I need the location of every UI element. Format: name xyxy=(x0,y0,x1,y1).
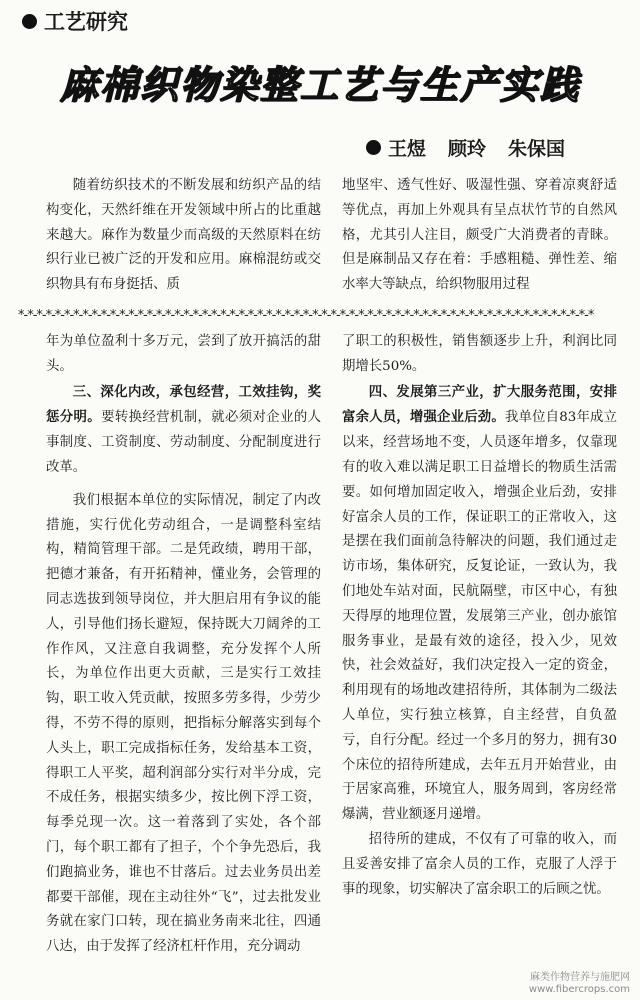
section-heading: 三、深化内改，承包经营，工效挂钩，奖惩分明。 xyxy=(46,383,321,426)
bullet-dot-icon xyxy=(22,14,37,29)
author-name: 顾玲 xyxy=(448,138,487,160)
author-name: 朱保国 xyxy=(508,138,566,160)
paragraph xyxy=(342,380,617,828)
author-name: 王煜 xyxy=(388,138,427,160)
author-line xyxy=(366,134,587,161)
paragraph: 随着纺织技术的不断发展和纺织产品的结构变化，天然纤维在开发领域中所占的比重越来越大。麻作为数量少而高级的天然原料在纺织行业已被广泛的开发和应用。麻棉混纺或交织物具有布身挺括、质 xyxy=(46,178,321,293)
watermark-url: www.fibercrops.com xyxy=(528,984,630,995)
body-column-right xyxy=(342,330,617,902)
paragraph-text: 我单位自83年成立以来，经营场地不变，人员逐年增多，仅靠现有的收入难以满足职工日益增长的物质生活需要。如何增加固定收入，增强企业后劲，安排好富余人员的工作，保证职工的正常收入，这是摆在我们面前急待解决的问题，我们通过走访市场，集体研究，反复论证，一致认为，我们地处车站对面，民航隔壁，市区中心，有独天得厚的地理位置，发展第三产业，创办旅馆服务事业，是最有效的途径，投入少，见效快，社会效益好，我们决定投入一定的资金，利用现有的场地改建招待所，其体制为二级法人单位，实行独立核算，自主经营，自负盈亏，自行分配。经过一个多月的努力，拥有30个床位的招待所建成，去年五月开始营业，由于居家高雅，环境宜人，服务周到，客房经常爆满，营业额逐月递增。 xyxy=(342,410,617,823)
paragraph-text: 要转换经营机制，就必须对企业的人事制度、工资制度、劳动制度、分配制度进行改革。 xyxy=(46,410,322,475)
paragraph: 了职工的积极性，销售额逐步上升，利润比同期增长50%。 xyxy=(342,334,617,374)
body-column-left xyxy=(46,330,321,960)
watermark xyxy=(529,972,630,996)
section-tag-label: 工艺研究 xyxy=(44,10,128,34)
section-heading: 四、发展第三产业，扩大服务范围，安排富余人员，增强企业后劲。 xyxy=(342,383,617,426)
intro-column-left xyxy=(46,174,321,298)
watermark-title: 麻类作物营养与施肥网 xyxy=(530,972,630,983)
section-header xyxy=(22,6,128,36)
intro-column-right xyxy=(342,174,617,298)
paragraph: 招待所的建成，不仅有了可靠的收入，而且妥善安排了富余人员的工作，克服了人浮于事的现象，切实解决了富余职工的后顾之忧。 xyxy=(342,831,617,897)
page-break-divider: *-*-*-*-*-*-*-*-*-*-*-*-*-*-*-*-*-*-*-*-*-*-*-*-*-*-*-*-*-*-*-*-*-*-*-*-*-*-*-*-*-*-*-*-*-*-*-*-*-*-*-*-*-*-*-*-*-*-*-*-*-*-* xyxy=(18,308,594,323)
paragraph: 年为单位盈利十多万元，尝到了放开搞活的甜头。 xyxy=(46,334,321,374)
paragraph: 地坚牢、透气性好、吸湿性强、穿着凉爽舒适等优点，再加上外观具有呈点状竹节的自然风格，尤其引人注目，颇受广大消费者的青睐。但是麻制品又存在着：手感粗糙、弹性差、缩水率大等缺点，给织物服用过程 xyxy=(342,178,617,293)
paragraph xyxy=(46,380,321,481)
paragraph: 我们根据本单位的实际情况，制定了内改措施，实行优化劳动组合，一是调整科室结构，精简管理干部。二是凭政绩，聘用干部，把德才兼备，有开拓精神，懂业务，会管理的同志选拔到领导岗位，并大胆启用有争议的能人，引导他们扬长避短，保持既大刀阔斧的工作作风，又注意自我调整，充分发挥个人所长，为单位作出更大贡献，三是实行工效挂钩，职工收入凭贡献，按照多劳多得，少劳少得，不劳不得的原则，把指标分解落实到每个人头上，职工完成指标任务，发给基本工资，得职工人平奖，超利润部分实行对半分成，完不成任务，根据实绩多少，按比例下浮工资，每季兑现一次。这一着落到了实处，各个部门，每个职工都有了担子，个个争先恐后，我们跑搞业务，谁也不甘落后。过去业务员出差都要干部催，现在主动往外“飞”，过去批发业务就在家门口转，现在搞业务南来北往，四通八达，由于发挥了经济杠杆作用，充分调动 xyxy=(46,492,321,955)
bullet-dot-icon xyxy=(366,140,381,155)
article-title: 麻棉织物染整工艺与生产实践 xyxy=(59,62,580,107)
